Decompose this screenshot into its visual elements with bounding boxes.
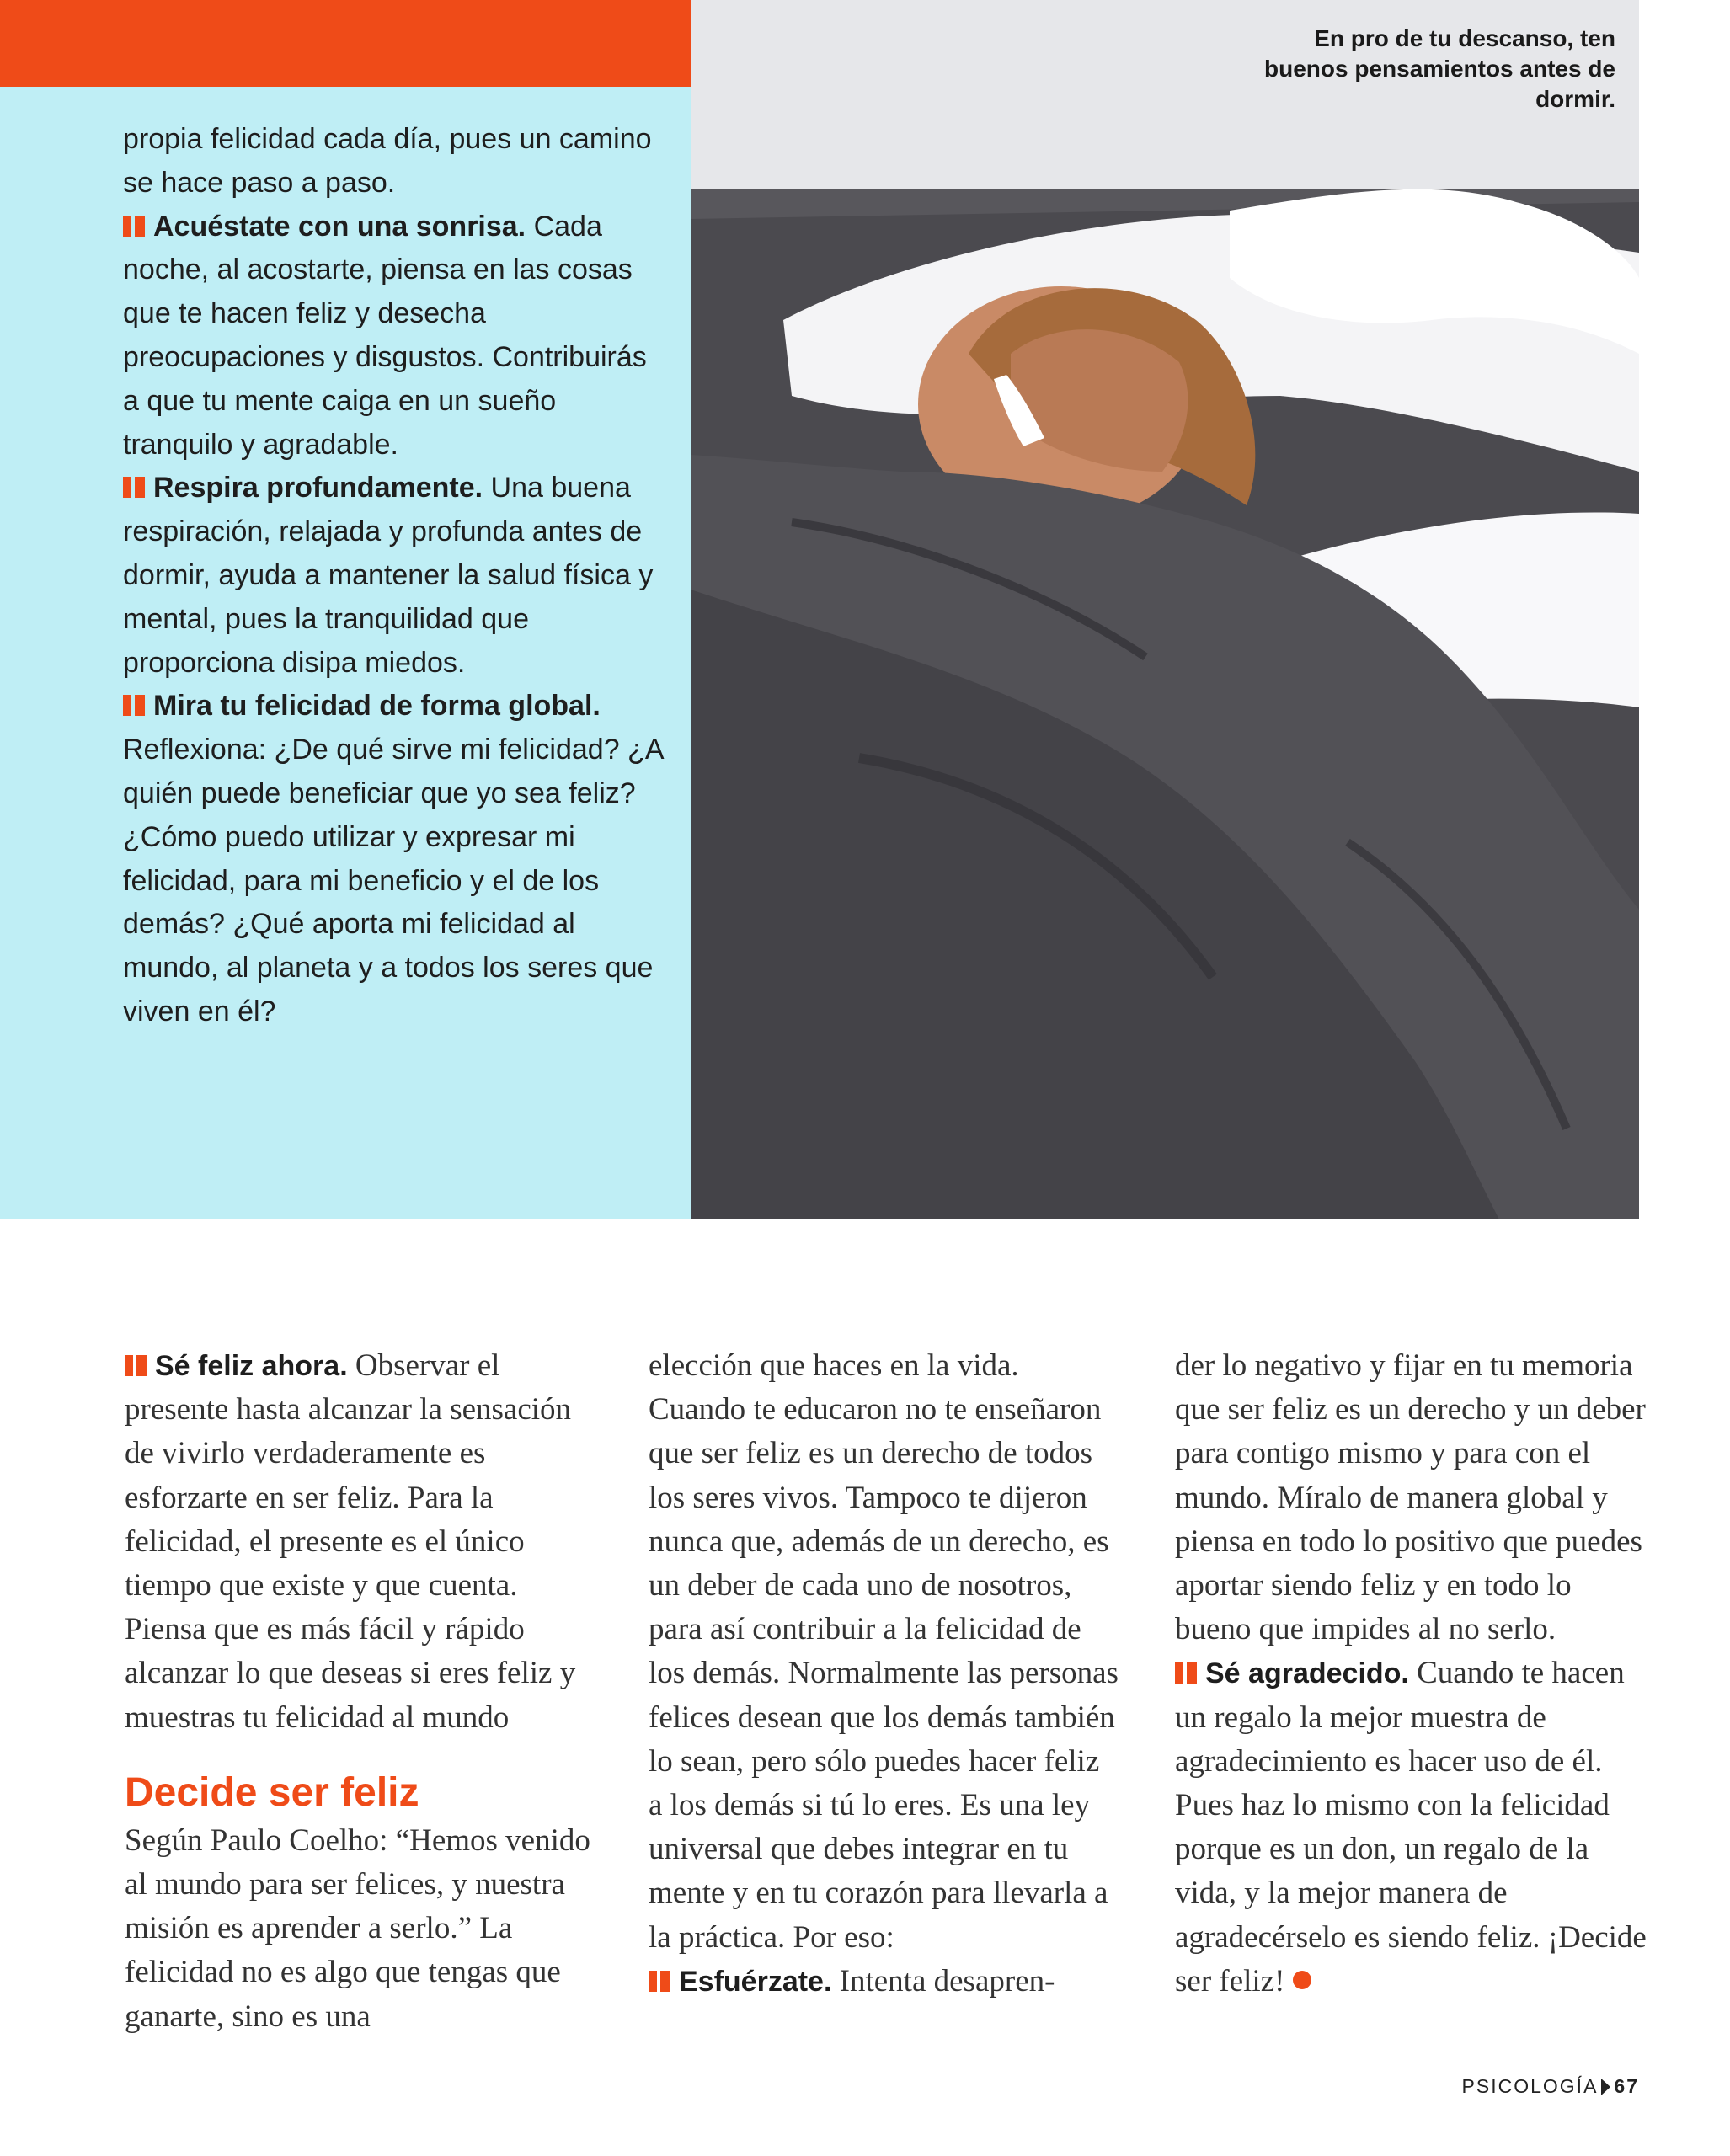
- sidebar-lead-3: Respira profundamente.: [153, 472, 483, 504]
- sidebar-paragraph-3: [123, 467, 670, 685]
- bullet-icon: [125, 1355, 147, 1376]
- bullet-icon: [649, 1971, 670, 1992]
- column-3-paragraph: der lo negativo y fijar en tu memoria que ser feliz es un derecho y un deber para contigo mismo y para con el mundo. Míralo de manera global y piensa en todo lo positivo que puedes aportar siendo feliz y en todo lo bueno que impides al no serlo.: [1175, 1348, 1646, 1647]
- sidebar-body-2: Cada noche, al acostarte, piensa en las cosas que te hacen feliz y desecha preocupaciones y disgustos. Contribuirás a que tu mente caiga en un sueño tranquilo y agradable.: [123, 210, 647, 461]
- bullet-icon: [1175, 1662, 1197, 1684]
- column-1-paragraph: [125, 1344, 596, 1740]
- column-1: [125, 1344, 596, 2039]
- sidebar-body-4: Reflexiona: ¿De qué sirve mi felicidad? ¿A quién puede beneficiar que yo sea feliz? ¿Cómo puedo utilizar y expresar mi felicidad, para mi beneficio y el de los demás? ¿Qué aporta mi felicidad al mundo, al planeta y a todos los seres que viven en él?: [123, 734, 663, 1027]
- section-heading: Decide ser feliz: [125, 1769, 419, 1815]
- photo-illustration: [691, 0, 1639, 1219]
- bullet-icon: [123, 477, 145, 498]
- triangle-right-icon: [1601, 2079, 1610, 2095]
- sidebar-paragraph-2: [123, 205, 670, 467]
- column-3-paragraph-2: [1175, 1652, 1647, 2004]
- bullet-icon: [123, 695, 145, 716]
- column-3-body: Cuando te hacen un regalo la mejor muestra de agradecimiento es hacer uso de él. Pues haz lo mismo con la felicidad porque es un don, un regalo de la vida, y la mejor manera de agradecérselo es siendo feliz. ¡Decide ser feliz!: [1175, 1656, 1647, 1999]
- header-accent-bar: [0, 0, 691, 87]
- folio-section: PSICOLOGÍA: [1461, 2075, 1599, 2097]
- column-3-lead: Sé agradecido.: [1205, 1657, 1409, 1690]
- sidebar-body-3: Una buena respiración, relajada y profunda antes de dormir, ayuda a mantener la salud física y mental, pues la tranquilidad que proporciona disipa miedos.: [123, 472, 654, 679]
- page-number: 67: [1614, 2075, 1639, 2097]
- column-2-body: Intenta desapren-: [831, 1963, 1055, 1999]
- column-1-paragraph-2: Según Paulo Coelho: “Hemos venido al mundo para ser felices, y nuestra misión es aprender a serlo.” La felicidad no es algo que tengas que ganarte, sino es una: [125, 1822, 590, 2034]
- sidebar-paragraph-4: [123, 685, 670, 1033]
- column-1-lead: Sé feliz ahora.: [155, 1350, 348, 1382]
- column-2-paragraph: elección que haces en la vida. Cuando te educaron no te enseñaron que ser feliz es un derecho de todos los seres vivos. Tampoco te dijeron nunca que, además de un derecho, es un deber de cada uno de nosotros, para así contribuir a la felicidad de los demás. Normalmente las personas felices desean que los demás también lo sean, pero sólo puedes hacer feliz a los demás si tú lo eres. Es una ley universal que debes integrar en tu mente y en tu corazón para llevarla a la práctica. Por eso:: [649, 1348, 1119, 1955]
- column-1-body: Observar el presente hasta alcanzar la sensación de vivirlo verdaderamente es esforzarte en ser feliz. Para la felicidad, el presente es el único tiempo que existe y que cuenta. Piensa que es más fácil y rápido alcanzar lo que deseas si eres feliz y muestras tu felicidad al mundo: [125, 1348, 576, 1735]
- sidebar-text: [123, 118, 670, 1034]
- end-mark-icon: [1293, 1971, 1311, 1989]
- sidebar-lead-2: Acuéstate con una sonrisa.: [153, 210, 526, 243]
- bullet-icon: [123, 216, 145, 237]
- column-2-lead: Esfuérzate.: [679, 1965, 832, 1998]
- column-3: [1175, 1344, 1647, 2004]
- sidebar-paragraph-1: propia felicidad cada día, pues un camino se hace paso a paso.: [123, 123, 652, 199]
- photo-caption: En pro de tu descanso, ten buenos pensamientos antes de dormir.: [1264, 25, 1615, 112]
- photo-woman-sleeping: [691, 0, 1639, 1219]
- column-2: [649, 1344, 1120, 2004]
- page-folio: [1462, 2075, 1639, 2098]
- sidebar-lead-4: Mira tu felicidad de forma global.: [153, 690, 601, 723]
- column-2-paragraph-2: [649, 1960, 1120, 2004]
